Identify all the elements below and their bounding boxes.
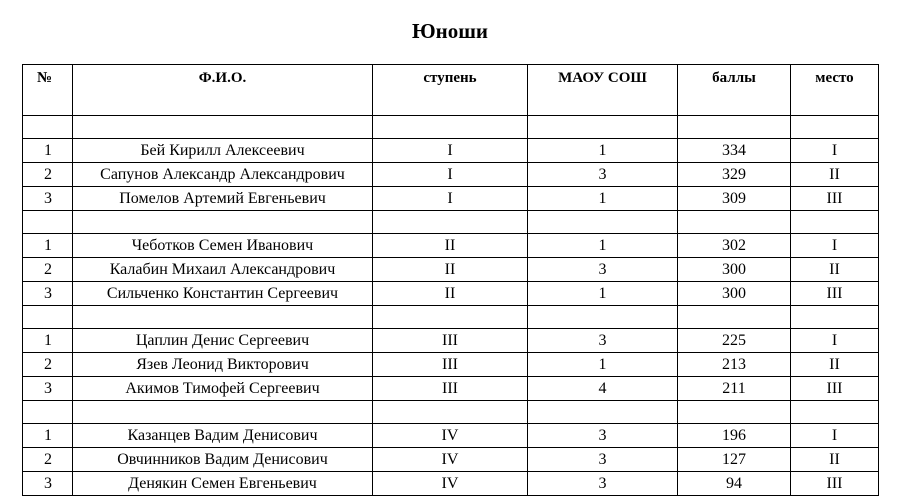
table-row	[23, 139, 879, 163]
cell-num: 2	[23, 258, 73, 282]
cell-school: 1	[528, 353, 678, 377]
cell-school: 4	[528, 377, 678, 401]
cell-place: I	[791, 329, 879, 353]
cell-score: 309	[678, 187, 791, 211]
cell-school: 1	[528, 282, 678, 306]
cell-place: II	[791, 353, 879, 377]
table-row	[23, 234, 879, 258]
cell-num: 2	[23, 353, 73, 377]
table-row	[23, 329, 879, 353]
cell-school: 1	[528, 139, 678, 163]
cell-score: 334	[678, 139, 791, 163]
table-row	[23, 472, 879, 496]
cell-score: 329	[678, 163, 791, 187]
table-row	[23, 448, 879, 472]
cell-score: 196	[678, 424, 791, 448]
cell-school: 3	[528, 472, 678, 496]
table-row	[23, 282, 879, 306]
cell-fio: Овчинников Вадим Денисович	[73, 448, 373, 472]
cell-score: 94	[678, 472, 791, 496]
cell-place: I	[791, 234, 879, 258]
cell-stage: II	[373, 258, 528, 282]
cell-num: 3	[23, 472, 73, 496]
cell-score: 211	[678, 377, 791, 401]
group-spacer-row	[23, 401, 879, 424]
cell-fio: Сильченко Константин Сергеевич	[73, 282, 373, 306]
header-place: место	[791, 65, 879, 116]
cell-stage: III	[373, 377, 528, 401]
cell-place: III	[791, 282, 879, 306]
cell-place: III	[791, 472, 879, 496]
cell-num: 1	[23, 234, 73, 258]
cell-fio: Цаплин Денис Сергеевич	[73, 329, 373, 353]
table-row	[23, 187, 879, 211]
table-row	[23, 377, 879, 401]
results-table	[22, 64, 879, 496]
cell-score: 225	[678, 329, 791, 353]
cell-school: 3	[528, 329, 678, 353]
cell-stage: II	[373, 234, 528, 258]
cell-fio: Акимов Тимофей Сергеевич	[73, 377, 373, 401]
cell-score: 127	[678, 448, 791, 472]
cell-num: 3	[23, 377, 73, 401]
cell-fio: Помелов Артемий Евгеньевич	[73, 187, 373, 211]
group-spacer-row	[23, 211, 879, 234]
cell-score: 300	[678, 282, 791, 306]
cell-stage: III	[373, 329, 528, 353]
table-body	[23, 116, 879, 496]
cell-school: 3	[528, 258, 678, 282]
header-school: МАОУ СОШ	[528, 65, 678, 116]
cell-num: 3	[23, 187, 73, 211]
cell-school: 1	[528, 187, 678, 211]
cell-school: 3	[528, 448, 678, 472]
cell-school: 1	[528, 234, 678, 258]
cell-score: 213	[678, 353, 791, 377]
cell-num: 1	[23, 329, 73, 353]
table-row	[23, 353, 879, 377]
header-fio: Ф.И.О.	[73, 65, 373, 116]
cell-fio: Денякин Семен Евгеньевич	[73, 472, 373, 496]
cell-place: II	[791, 258, 879, 282]
cell-place: III	[791, 187, 879, 211]
cell-place: I	[791, 424, 879, 448]
group-spacer-row	[23, 306, 879, 329]
cell-stage: II	[373, 282, 528, 306]
cell-num: 1	[23, 139, 73, 163]
header-stage: ступень	[373, 65, 528, 116]
cell-place: II	[791, 448, 879, 472]
cell-score: 302	[678, 234, 791, 258]
cell-fio: Язев Леонид Викторович	[73, 353, 373, 377]
cell-num: 1	[23, 424, 73, 448]
cell-school: 3	[528, 424, 678, 448]
cell-stage: IV	[373, 472, 528, 496]
page-title: Юноши	[411, 19, 489, 43]
table-row	[23, 424, 879, 448]
cell-fio: Чеботков Семен Иванович	[73, 234, 373, 258]
group-spacer-row	[23, 116, 879, 139]
table-header-row	[23, 65, 879, 116]
cell-score: 300	[678, 258, 791, 282]
cell-fio: Сапунов Александр Александрович	[73, 163, 373, 187]
cell-fio: Бей Кирилл Алексеевич	[73, 139, 373, 163]
cell-num: 2	[23, 163, 73, 187]
cell-fio: Казанцев Вадим Денисович	[73, 424, 373, 448]
cell-fio: Калабин Михаил Александрович	[73, 258, 373, 282]
cell-place: I	[791, 139, 879, 163]
cell-num: 2	[23, 448, 73, 472]
cell-stage: IV	[373, 448, 528, 472]
cell-stage: I	[373, 163, 528, 187]
cell-place: II	[791, 163, 879, 187]
header-num: №	[23, 65, 73, 116]
header-score: баллы	[678, 65, 791, 116]
cell-stage: I	[373, 139, 528, 163]
cell-place: III	[791, 377, 879, 401]
cell-stage: I	[373, 187, 528, 211]
table-row	[23, 258, 879, 282]
cell-stage: IV	[373, 424, 528, 448]
cell-school: 3	[528, 163, 678, 187]
cell-num: 3	[23, 282, 73, 306]
cell-stage: III	[373, 353, 528, 377]
table-row	[23, 163, 879, 187]
